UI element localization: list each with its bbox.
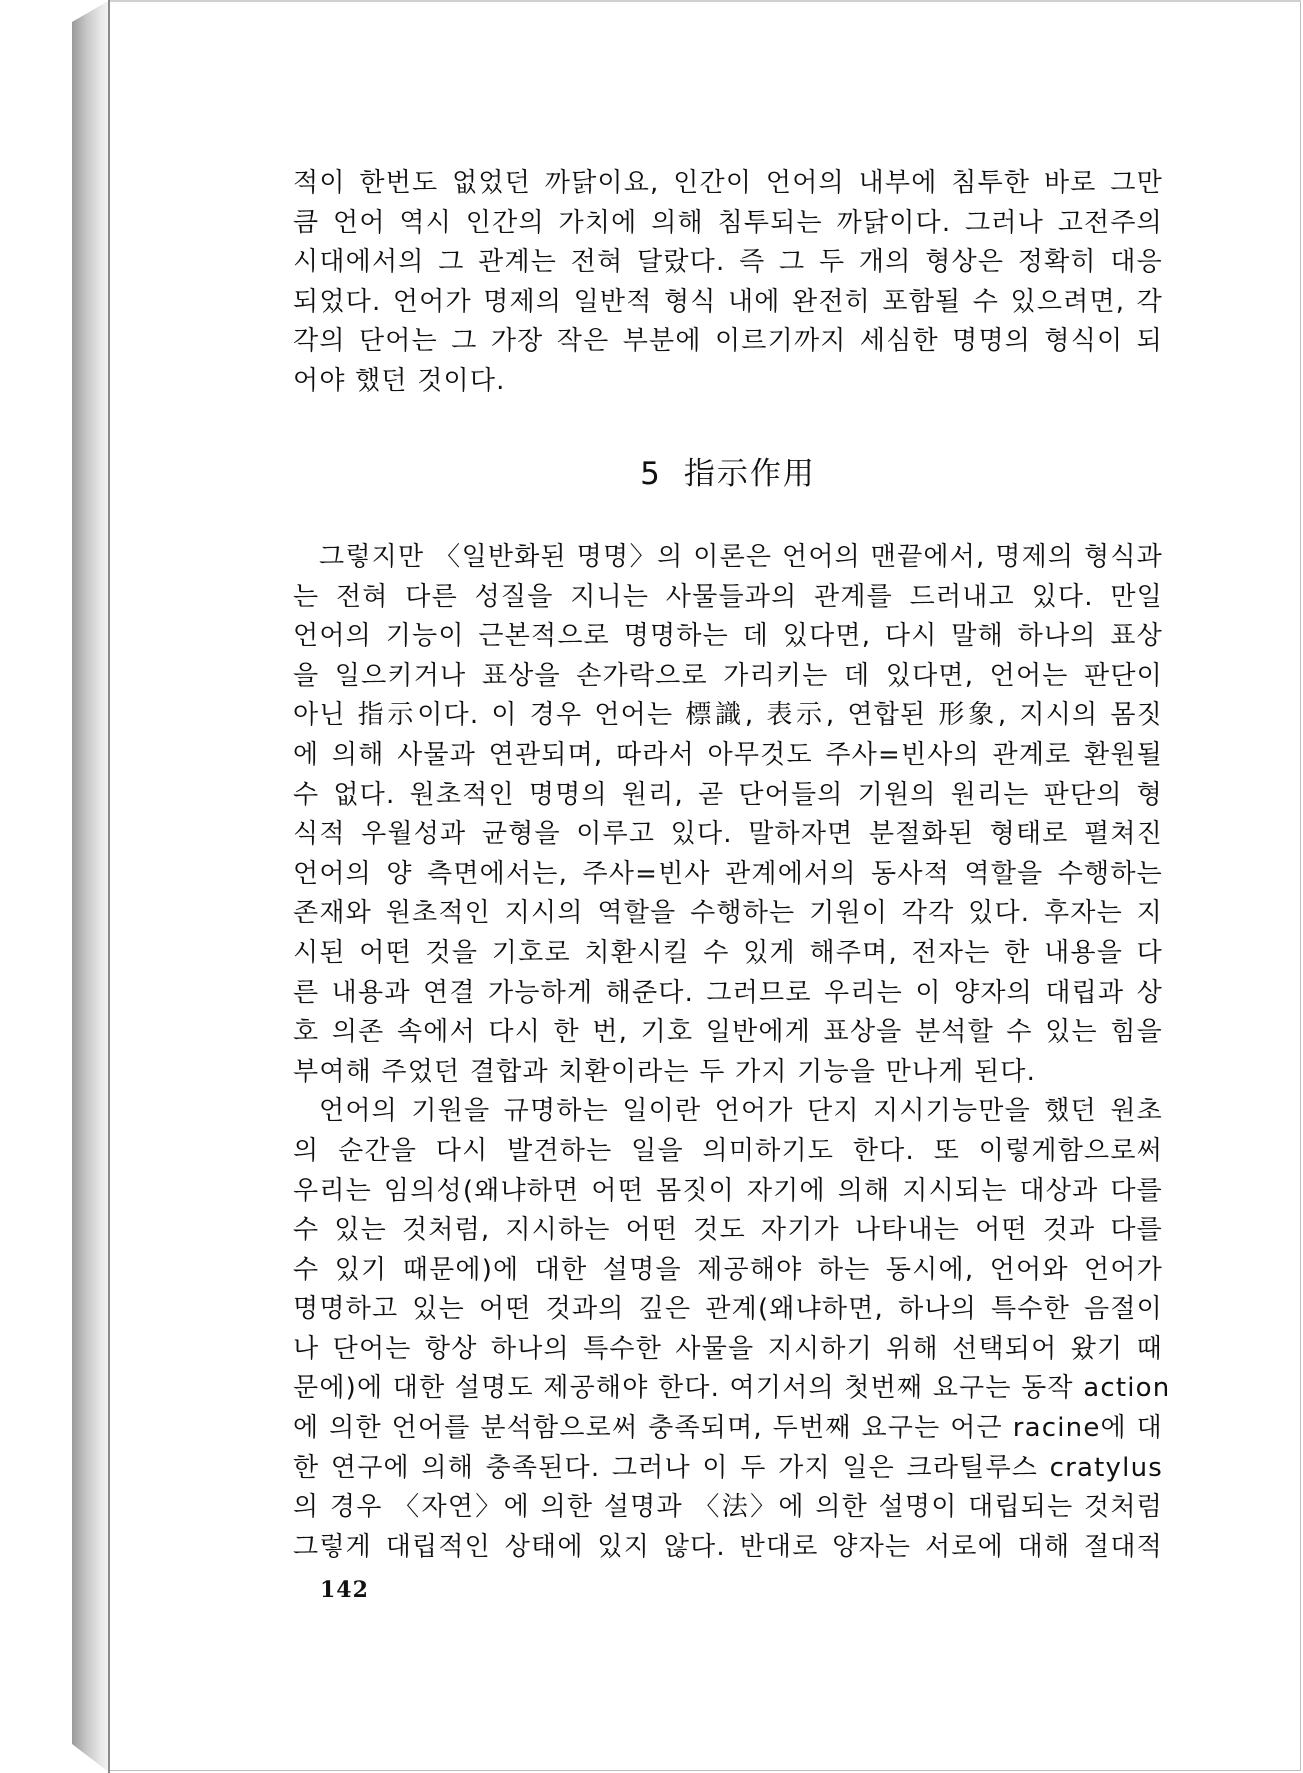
text-line: 문에)에 대한 설명도 제공해야 한다. 여기서의 첫번째 요구는 동작 action bbox=[293, 1373, 1171, 1404]
text-line: 시된 어떤 것을 기호로 치환시킬 수 있게 해주며, 전자는 한 내용을 다 bbox=[293, 937, 1163, 968]
text-line: 언어의 양 측면에서는, 주사=빈사 관계에서의 동사적 역할을 수행하는 bbox=[293, 858, 1163, 889]
text-line: 큼 언어 역시 인간의 가치에 의해 침투되는 까닭이다. 그러나 고전주의 bbox=[293, 207, 1163, 238]
text-line: 수 있기 때문에)에 대한 설명을 제공해야 하는 동시에, 언어와 언어가 bbox=[293, 1254, 1163, 1285]
text-line: 부여해 주었던 결합과 치환이라는 두 가지 기능을 만나게 된다. bbox=[293, 1056, 1037, 1087]
text-line: 그렇지만 〈일반화된 명명〉의 이론은 언어의 맨끝에서, 명제의 형식과 bbox=[319, 542, 1163, 572]
text-line: 식적 우월성과 균형을 이루고 있다. 말하자면 분절화된 형태로 펼쳐진 bbox=[293, 819, 1163, 850]
section-number: 5 bbox=[640, 456, 662, 492]
text-line: 각의 단어는 그 가장 작은 부분에 이르기까지 세심한 명명의 형식이 되 bbox=[293, 326, 1163, 357]
text-line: 는 전혀 다른 성질을 지니는 사물들과의 관계를 드러내고 있다. 만일 bbox=[293, 581, 1163, 612]
text-line: 언어의 기능이 근본적으로 명명하는 데 있다면, 다시 말해 하나의 표상 bbox=[293, 621, 1163, 652]
paragraph-top bbox=[293, 164, 1163, 402]
text-line: 한 연구에 의해 충족된다. 그러나 이 두 가지 일은 크라틸루스 cratylus bbox=[293, 1452, 1163, 1483]
section-title: 指示作用 bbox=[683, 456, 816, 492]
text-line: 존재와 원초적인 지시의 역할을 수행하는 기원이 각각 있다. 후자는 지 bbox=[293, 898, 1163, 929]
text-line: 명명하고 있는 어떤 것과의 깊은 관계(왜냐하면, 하나의 특수한 음절이 bbox=[293, 1294, 1163, 1325]
text-line: 아닌 指示이다. 이 경우 언어는 標識, 表示, 연합된 形象, 지시의 몸짓 bbox=[293, 700, 1163, 731]
text-line: 어야 했던 것이다. bbox=[293, 365, 506, 396]
text-line: 에 의해 사물과 연관되며, 따라서 아무것도 주사=빈사의 관계로 환원될 bbox=[293, 739, 1163, 770]
section-heading bbox=[293, 448, 1163, 493]
text-line: 의 경우 〈자연〉에 의한 설명과 〈法〉에 의한 설명이 대립되는 것처럼 bbox=[293, 1492, 1163, 1523]
text-line: 을 일으키거나 표상을 손가락으로 가리키는 데 있다면, 언어는 판단이 bbox=[293, 660, 1163, 691]
text-line: 언어의 기원을 규명하는 일이란 언어가 단지 지시기능만을 했던 원초 bbox=[319, 1096, 1163, 1127]
page-top-border bbox=[110, 0, 1301, 2]
paragraph-1 bbox=[293, 538, 1171, 1567]
text-line: 적이 한번도 없었던 까닭이요, 인간이 언어의 내부에 침투한 바로 그만 bbox=[293, 168, 1163, 198]
text-line: 시대에서의 그 관계는 전혀 달랐다. 즉 그 두 개의 형상은 정확히 대응 bbox=[293, 247, 1163, 278]
text-line: 나 단어는 항상 하나의 특수한 사물을 지시하기 위해 선택되어 왔기 때 bbox=[293, 1333, 1163, 1364]
text-line: 의 순간을 다시 발견하는 일을 의미하기도 한다. 또 이렇게함으로써 bbox=[293, 1135, 1163, 1166]
book-page-edges bbox=[72, 0, 110, 1773]
text-line: 수 있는 것처럼, 지시하는 어떤 것도 자기가 나타내는 어떤 것과 다를 bbox=[293, 1215, 1163, 1246]
page-number: 142 bbox=[320, 1577, 369, 1603]
text-line: 우리는 임의성(왜냐하면 어떤 몸짓이 자기에 의해 지시되는 대상과 다를 bbox=[293, 1175, 1163, 1206]
text-line: 호 의존 속에서 다시 한 번, 기호 일반에게 표상을 분석할 수 있는 힘을 bbox=[293, 1017, 1163, 1048]
text-line: 그렇게 대립적인 상태에 있지 않다. 반대로 양자는 서로에 대해 절대적 bbox=[293, 1531, 1163, 1562]
text-line: 되었다. 언어가 명제의 일반적 형식 내에 완전히 포함될 수 있으려면, 각 bbox=[293, 286, 1163, 317]
text-line: 에 의한 언어를 분석함으로써 충족되며, 두번째 요구는 어근 racine에 대 bbox=[293, 1413, 1163, 1444]
text-line: 른 내용과 연결 가능하게 해준다. 그러므로 우리는 이 양자의 대립과 상 bbox=[293, 977, 1163, 1008]
text-line: 수 없다. 원초적인 명명의 원리, 곧 단어들의 기원의 원리는 판단의 형 bbox=[293, 779, 1163, 810]
